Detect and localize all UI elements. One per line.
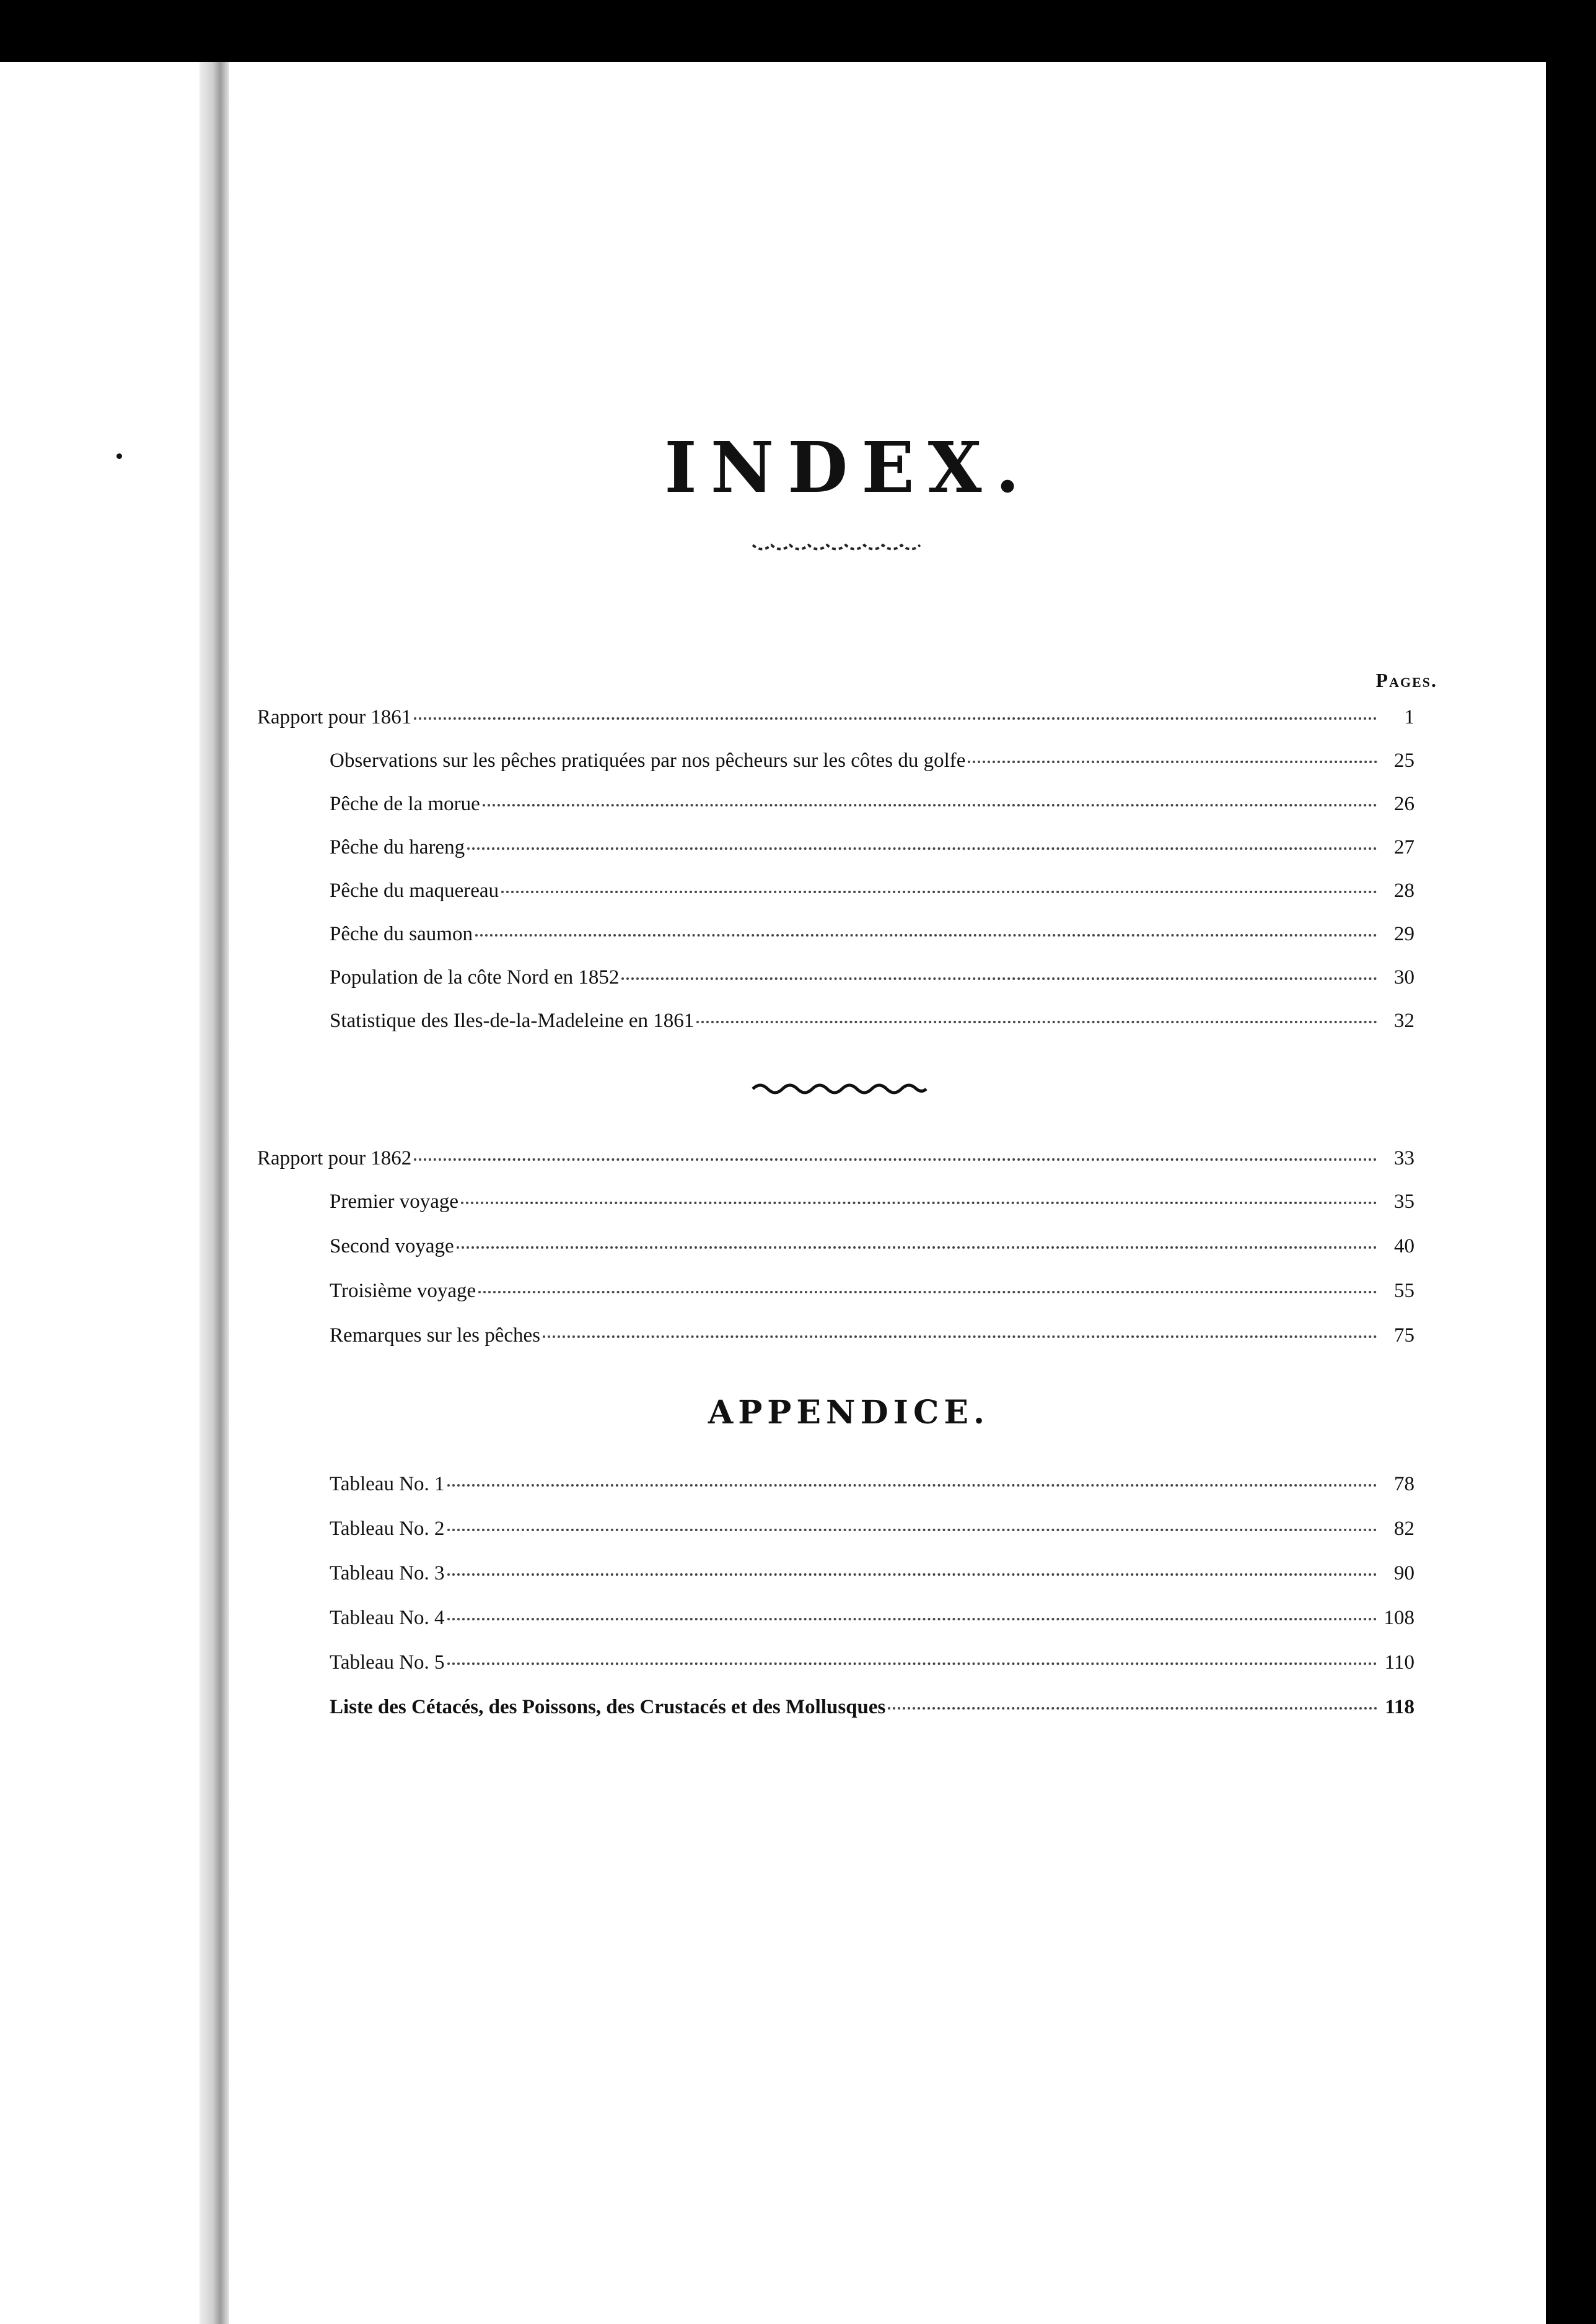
dot-leader	[501, 891, 1377, 893]
toc-entry	[330, 1010, 1414, 1039]
toc-entry	[330, 1518, 1414, 1547]
dot-leader	[968, 761, 1377, 763]
toc-entry	[330, 1280, 1414, 1309]
toc-entry	[330, 923, 1414, 953]
toc-entry-label: Pêche du saumon	[330, 923, 473, 945]
toc-entry	[257, 706, 1414, 736]
toc-entry	[330, 1607, 1414, 1636]
dot-leader	[447, 1573, 1377, 1576]
toc-entry-page: 110	[1384, 1651, 1414, 1674]
dot-leader	[414, 1158, 1377, 1161]
toc-entry-label: Tableau No. 5	[330, 1651, 445, 1674]
toc-entry-label: Tableau No. 2	[330, 1518, 445, 1540]
toc-entry-page: 28	[1394, 880, 1414, 902]
toc-entry	[330, 749, 1414, 779]
toc-entry	[257, 1147, 1414, 1177]
toc-entry	[330, 1696, 1414, 1726]
dot-leader	[447, 1484, 1377, 1487]
dot-leader	[447, 1662, 1377, 1665]
toc-entry-label: Rapport pour 1861	[257, 706, 412, 728]
toc-entry-page: 78	[1394, 1473, 1414, 1495]
toc-entry-label: Pêche de la morue	[330, 793, 480, 815]
dot-leader	[696, 1021, 1377, 1023]
toc-entry	[330, 836, 1414, 866]
dot-leader	[621, 977, 1377, 980]
toc-entry-page: 26	[1394, 793, 1414, 815]
appendix-title: APPENDICE.	[708, 1394, 990, 1431]
toc-entry-label: Pêche du hareng	[330, 836, 465, 858]
toc-entry	[330, 966, 1414, 996]
toc-entry	[330, 1190, 1414, 1220]
toc-entry-label: Troisième voyage	[330, 1280, 476, 1302]
toc-entry-label: Second voyage	[330, 1235, 454, 1257]
dot-leader	[888, 1707, 1377, 1710]
toc-entry	[330, 880, 1414, 909]
toc-entry	[330, 1473, 1414, 1503]
toc-entry-page: 25	[1394, 749, 1414, 772]
toc-entry	[330, 1651, 1414, 1681]
dot-leader	[447, 1529, 1377, 1531]
dot-leader	[478, 1291, 1377, 1293]
dot-leader	[457, 1246, 1377, 1249]
toc-entry-page: 55	[1394, 1280, 1414, 1302]
scan-right-border	[1546, 62, 1596, 2324]
dot-leader	[483, 804, 1377, 806]
toc-entry-page: 75	[1394, 1324, 1414, 1347]
toc-entry-label: Statistique des Iles-de-la-Madeleine en 1861	[330, 1010, 695, 1032]
toc-entry-page: 35	[1394, 1190, 1414, 1213]
page-fold-shadow	[200, 62, 229, 2324]
dot-leader	[461, 1202, 1377, 1204]
toc-entry-label: Pêche du maquereau	[330, 880, 499, 902]
toc-entry-label: Tableau No. 1	[330, 1473, 445, 1495]
toc-entry-page: 32	[1394, 1010, 1414, 1032]
page-title: INDEX.	[664, 427, 1033, 509]
dot-leader	[475, 934, 1377, 937]
toc-entry-label: Premier voyage	[330, 1190, 459, 1213]
dot-leader	[414, 717, 1377, 720]
dot-leader	[543, 1335, 1377, 1338]
dot-leader	[447, 1618, 1377, 1620]
toc-entry-page: 90	[1394, 1562, 1414, 1584]
toc-entry-page: 40	[1394, 1235, 1414, 1257]
toc-entry-label: Population de la côte Nord en 1852	[330, 966, 620, 989]
toc-entry-page: 29	[1394, 923, 1414, 945]
toc-entry	[330, 1562, 1414, 1592]
toc-entry-label: Rapport pour 1862	[257, 1147, 412, 1169]
toc-entry-page: 118	[1385, 1696, 1414, 1718]
toc-entry-page: 27	[1394, 836, 1414, 858]
toc-entry-page: 30	[1394, 966, 1414, 989]
toc-entry-page: 108	[1383, 1607, 1414, 1629]
toc-entry	[330, 793, 1414, 823]
toc-entry-label: Liste des Cétacés, des Poissons, des Crustacés et des Mollusques	[330, 1696, 886, 1718]
toc-entry-label: Remarques sur les pêches	[330, 1324, 540, 1347]
toc-entry-page: 82	[1394, 1518, 1414, 1540]
scan-top-border	[0, 0, 1596, 62]
toc-entry-label: Tableau No. 4	[330, 1607, 445, 1629]
toc-entry	[330, 1324, 1414, 1354]
pages-column-header: Pages.	[1375, 669, 1437, 691]
dot-leader	[467, 847, 1377, 850]
toc-entry-page: 1	[1404, 706, 1414, 728]
toc-entry-page: 33	[1394, 1147, 1414, 1169]
document-page	[0, 62, 1546, 2324]
toc-entry	[330, 1235, 1414, 1265]
toc-entry-label: Observations sur les pêches pratiquées par nos pêcheurs sur les côtes du golfe	[330, 749, 966, 772]
wavy-ornament	[750, 1080, 929, 1098]
dotted-ornament	[750, 536, 929, 554]
toc-entry-label: Tableau No. 3	[330, 1562, 445, 1584]
